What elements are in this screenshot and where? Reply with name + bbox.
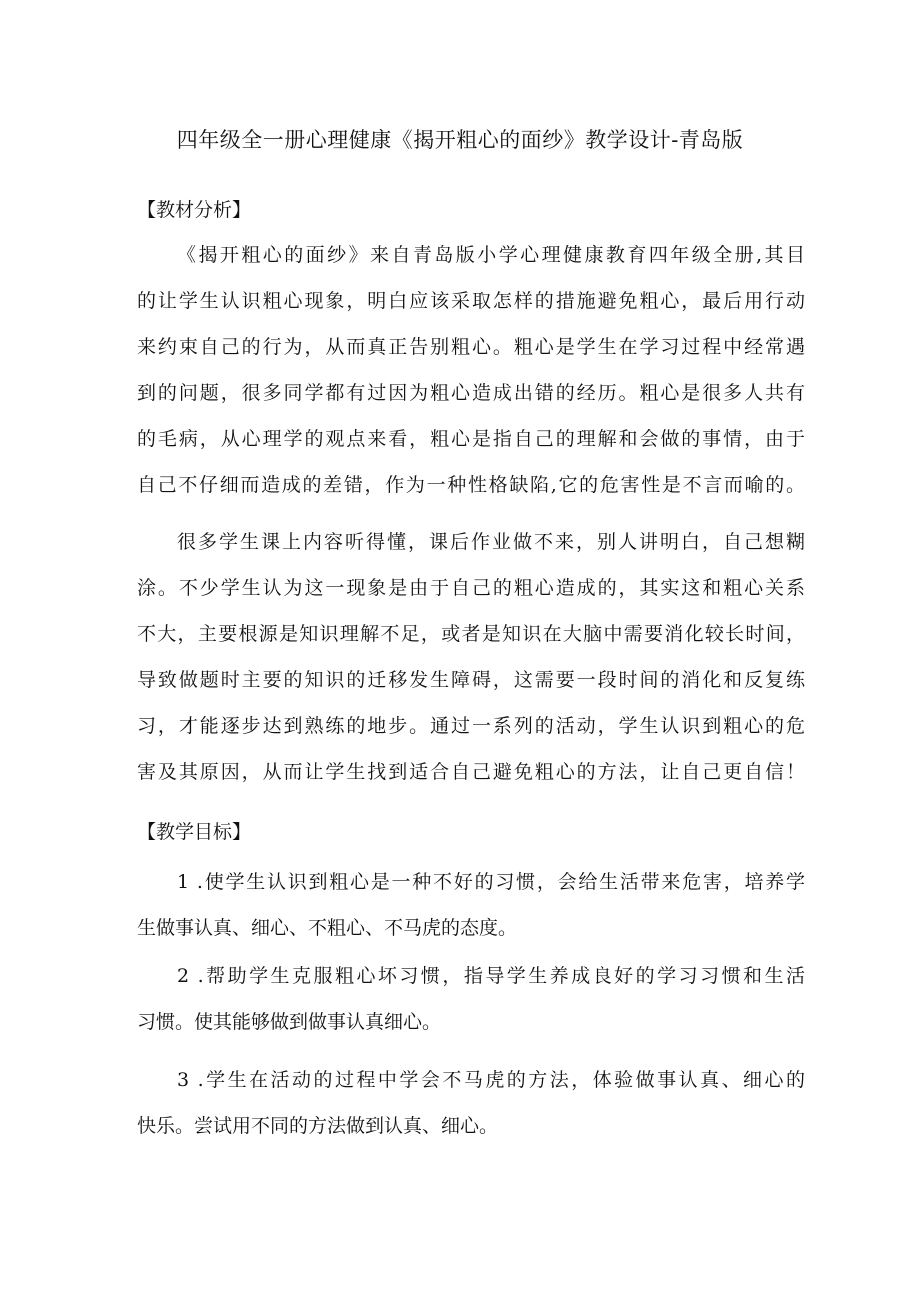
text-line: 的毛病，从心理学的观点来看，粗心是指自己的理解和会做的事情，由于 <box>137 428 805 450</box>
text-line: 来约束自己的行为，从而真正告别粗心。粗心是学生在学习过程中经常遇 <box>137 336 805 358</box>
text-line: 习，才能逐步达到熟练的地步。通过一系列的活动，学生认识到粗心的危 <box>137 715 805 737</box>
section-heading-teaching-goals: 【教学目标】 <box>137 821 252 843</box>
text-line: 快乐。尝试用不同的方法做到认真、细心。 <box>137 1115 499 1137</box>
text-line: 的让学生认识粗心现象，明白应该采取怎样的措施避免粗心，最后用行动 <box>137 290 805 312</box>
paragraph-textbook-analysis-1 <box>137 232 805 508</box>
text-line: 涂。不少学生认为这一现象是由于自己的粗心造成的，其实这和粗心关系 <box>137 577 805 599</box>
text-line: 3 .学生在活动的过程中学会不马虎的方法，体验做事认真、细心的 <box>177 1069 805 1091</box>
text-line: 不大，主要根源是知识理解不足，或者是知识在大脑中需要消化较长时间， <box>137 623 805 645</box>
goal-item-2 <box>137 953 805 1045</box>
text-line: 习惯。使其能够做到做事认真细心。 <box>137 1011 442 1033</box>
text-line: 自己不仔细而造成的差错，作为一种性格缺陷,它的危害性是不言而喻的。 <box>137 474 805 496</box>
text-line: 2 .帮助学生克服粗心坏习惯，指导学生养成良好的学习习惯和生活 <box>177 965 805 987</box>
text-line: 到的问题，很多同学都有过因为粗心造成出错的经历。粗心是很多人共有 <box>137 382 805 404</box>
text-line: 很多学生课上内容听得懂，课后作业做不来，别人讲明白，自己想糊 <box>177 531 805 553</box>
goal-item-1 <box>137 859 805 951</box>
goal-item-3 <box>137 1057 805 1149</box>
text-line: 生做事认真、细心、不粗心、不马虎的态度。 <box>137 917 518 939</box>
text-line: 害及其原因，从而让学生找到适合自己避免粗心的方法，让自己更自信！ <box>137 761 805 783</box>
paragraph-textbook-analysis-2 <box>137 519 805 795</box>
text-line: 1 .使学生认识到粗心是一种不好的习惯，会给生活带来危害，培养学 <box>177 871 805 893</box>
document-title: 四年级全一册心理健康《揭开粗心的面纱》教学设计-青岛版 <box>176 128 744 152</box>
text-line: 导致做题时主要的知识的迁移发生障碍，这需要一段时间的消化和反复练 <box>137 669 805 691</box>
section-heading-textbook-analysis: 【教材分析】 <box>137 199 252 221</box>
text-line: 《揭开粗心的面纱》来自青岛版小学心理健康教育四年级全册,其目 <box>177 244 805 266</box>
